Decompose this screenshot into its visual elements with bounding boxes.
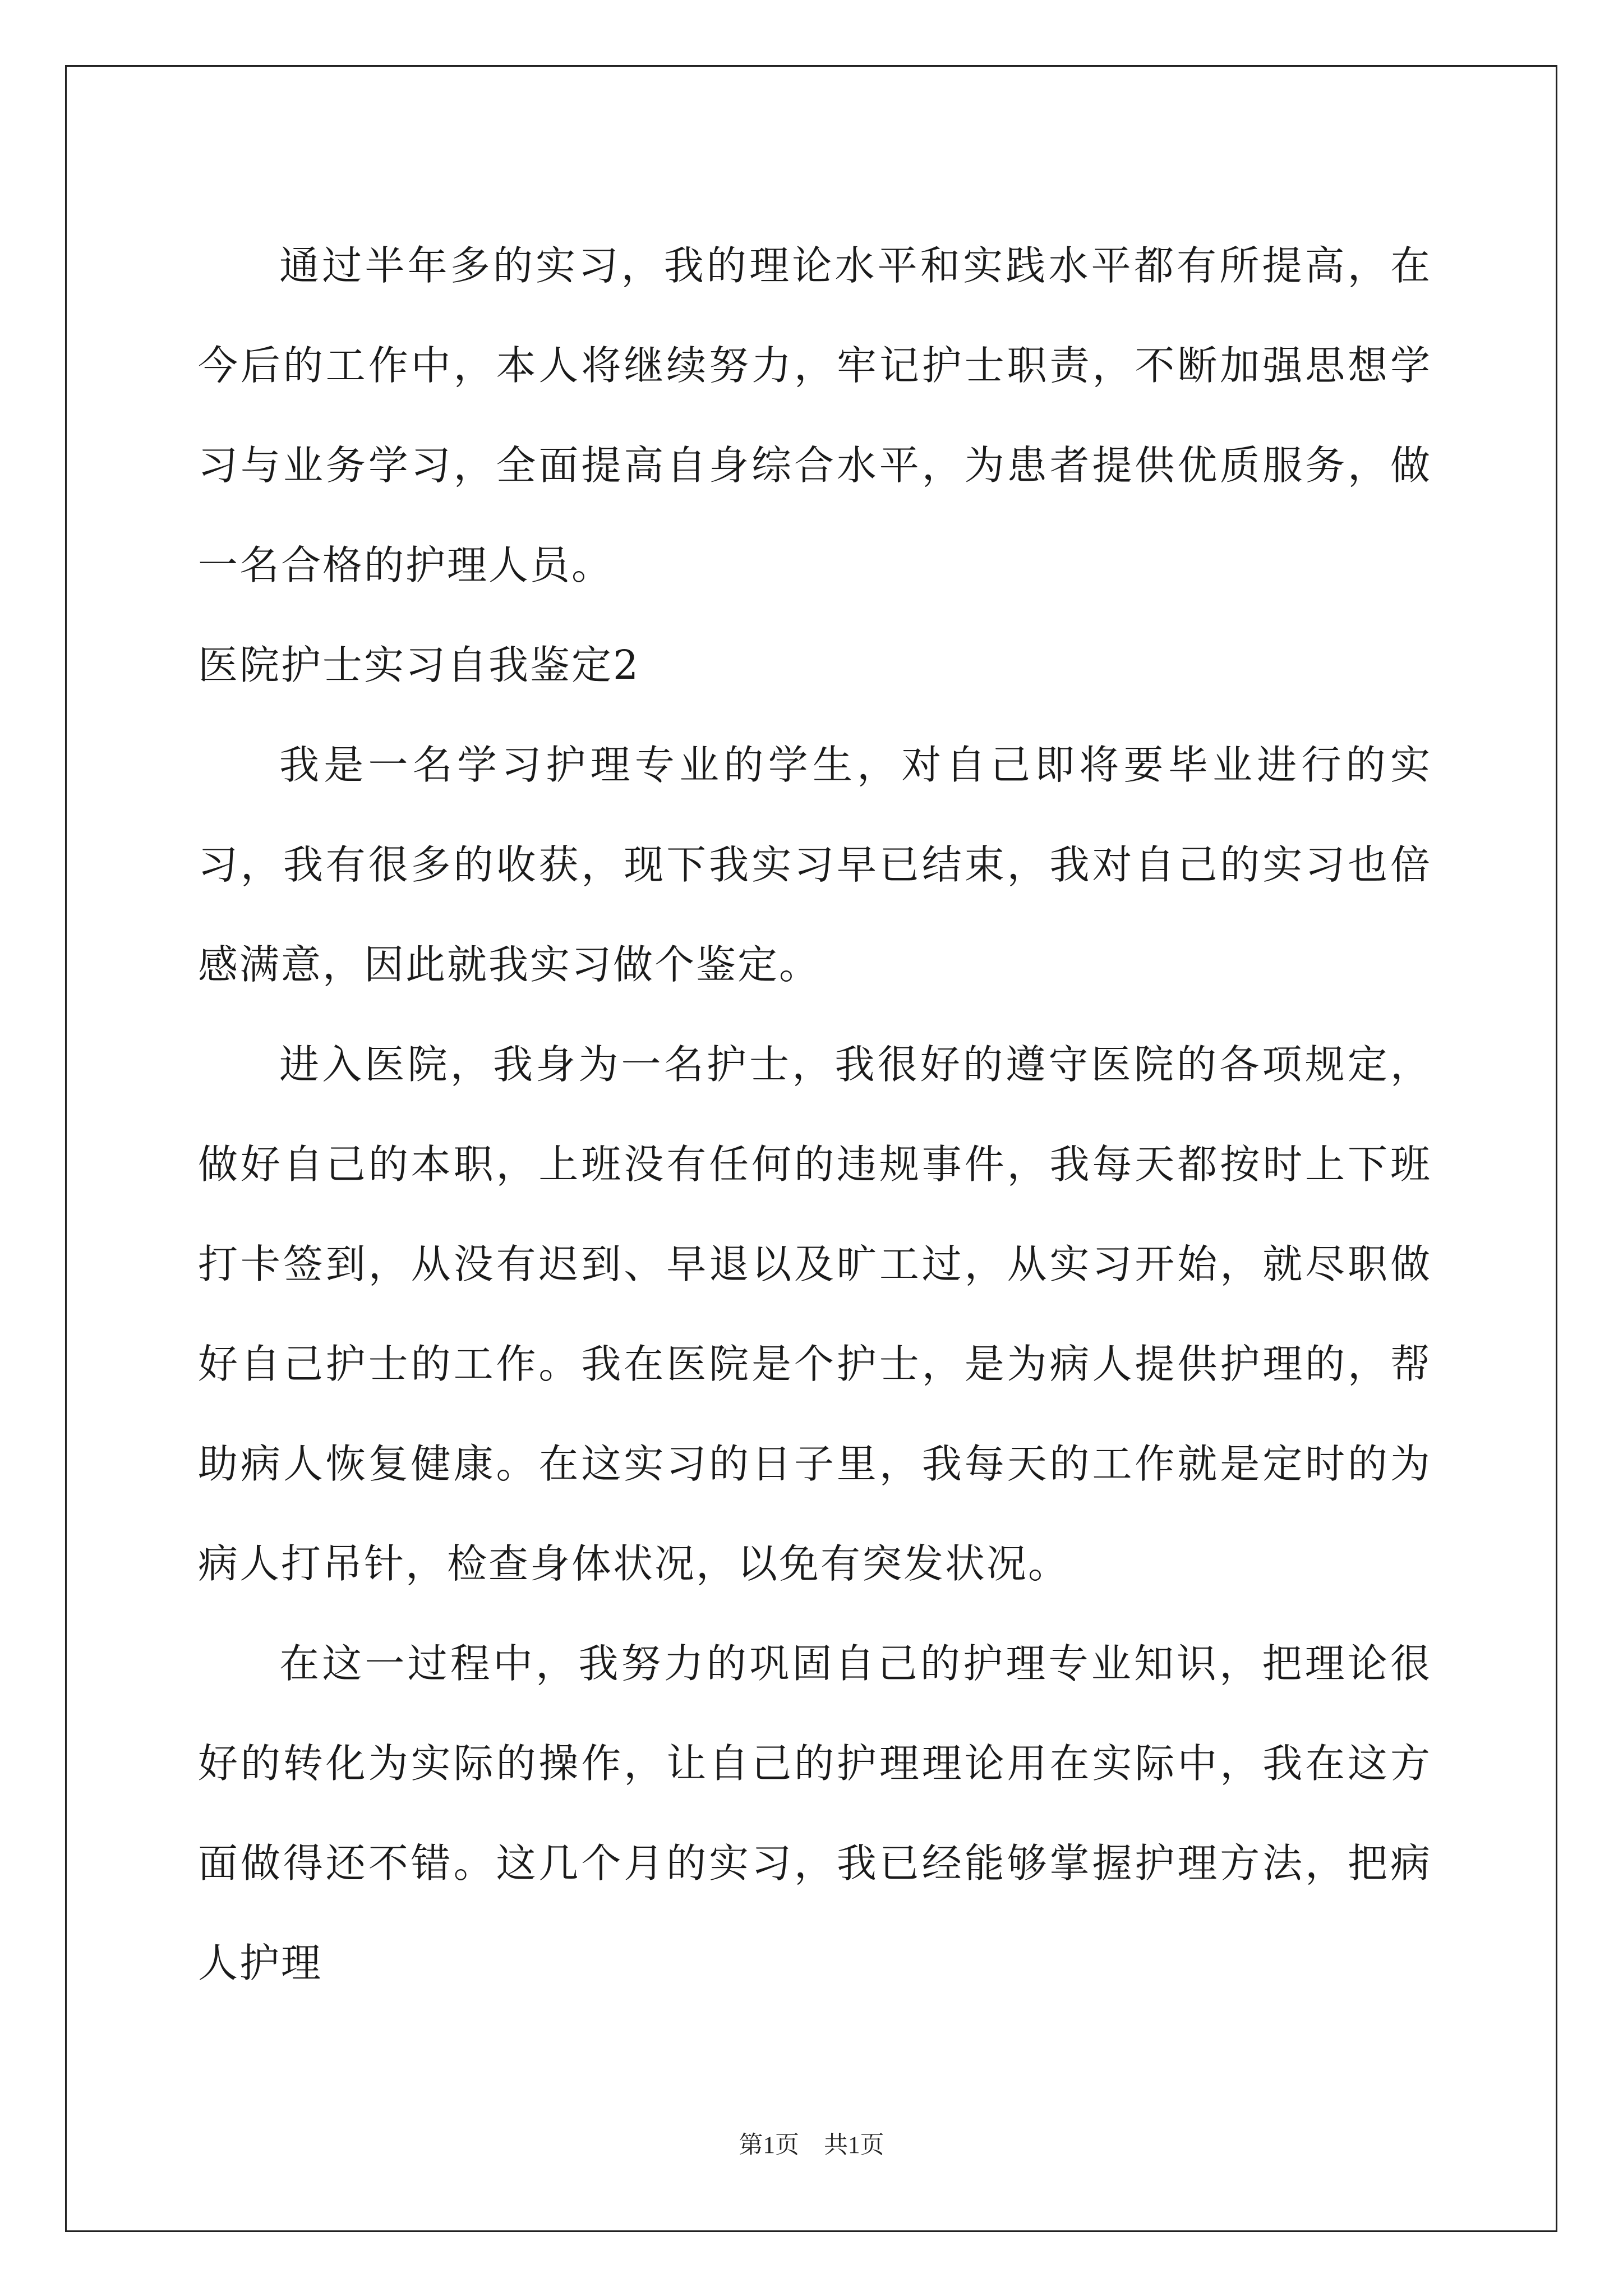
- page-footer: [0, 2129, 1623, 2162]
- paragraph-hospital-duties: 进入医院，我身为一名护士，我很好的遵守医院的各项规定，做好自己的本职，上班没有任何的违规事件，我每天都按时上下班打卡签到，从没有迟到、早退以及旷工过，从实习开始，就尽职做好自己护士的工作。我在医院是个护士，是为病人提供护理的，帮助病人恢复健康。在这实习的日子里，我每天的工作就是定时的为病人打吊针，检查身体状况，以免有突发状况。: [198, 1041, 1432, 1587]
- page-total: 共1页: [824, 2132, 884, 2159]
- section-heading: 医院护士实习自我鉴定2: [198, 642, 640, 688]
- page-number: 第1页: [739, 2132, 799, 2159]
- paragraph-self-intro: 我是一名学习护理专业的学生，对自己即将要毕业进行的实习，我有很多的收获，现下我实习早已结束，我对自己的实习也倍感满意，因此就我实习做个鉴定。: [198, 742, 1432, 988]
- document-body: [198, 216, 1432, 2013]
- paragraph-intro-summary: 通过半年多的实习，我的理论水平和实践水平都有所提高，在今后的工作中，本人将继续努力，牢记护士职责，不断加强思想学习与业务学习，全面提高自身综合水平，为患者提供优质服务，做一名合格的护理人员。: [198, 242, 1432, 588]
- paragraph-skills-growth: 在这一过程中，我努力的巩固自己的护理专业知识，把理论很好的转化为实际的操作，让自己的护理理论用在实际中，我在这方面做得还不错。这几个月的实习，我已经能够掌握护理方法，把病人护理: [198, 1640, 1432, 1986]
